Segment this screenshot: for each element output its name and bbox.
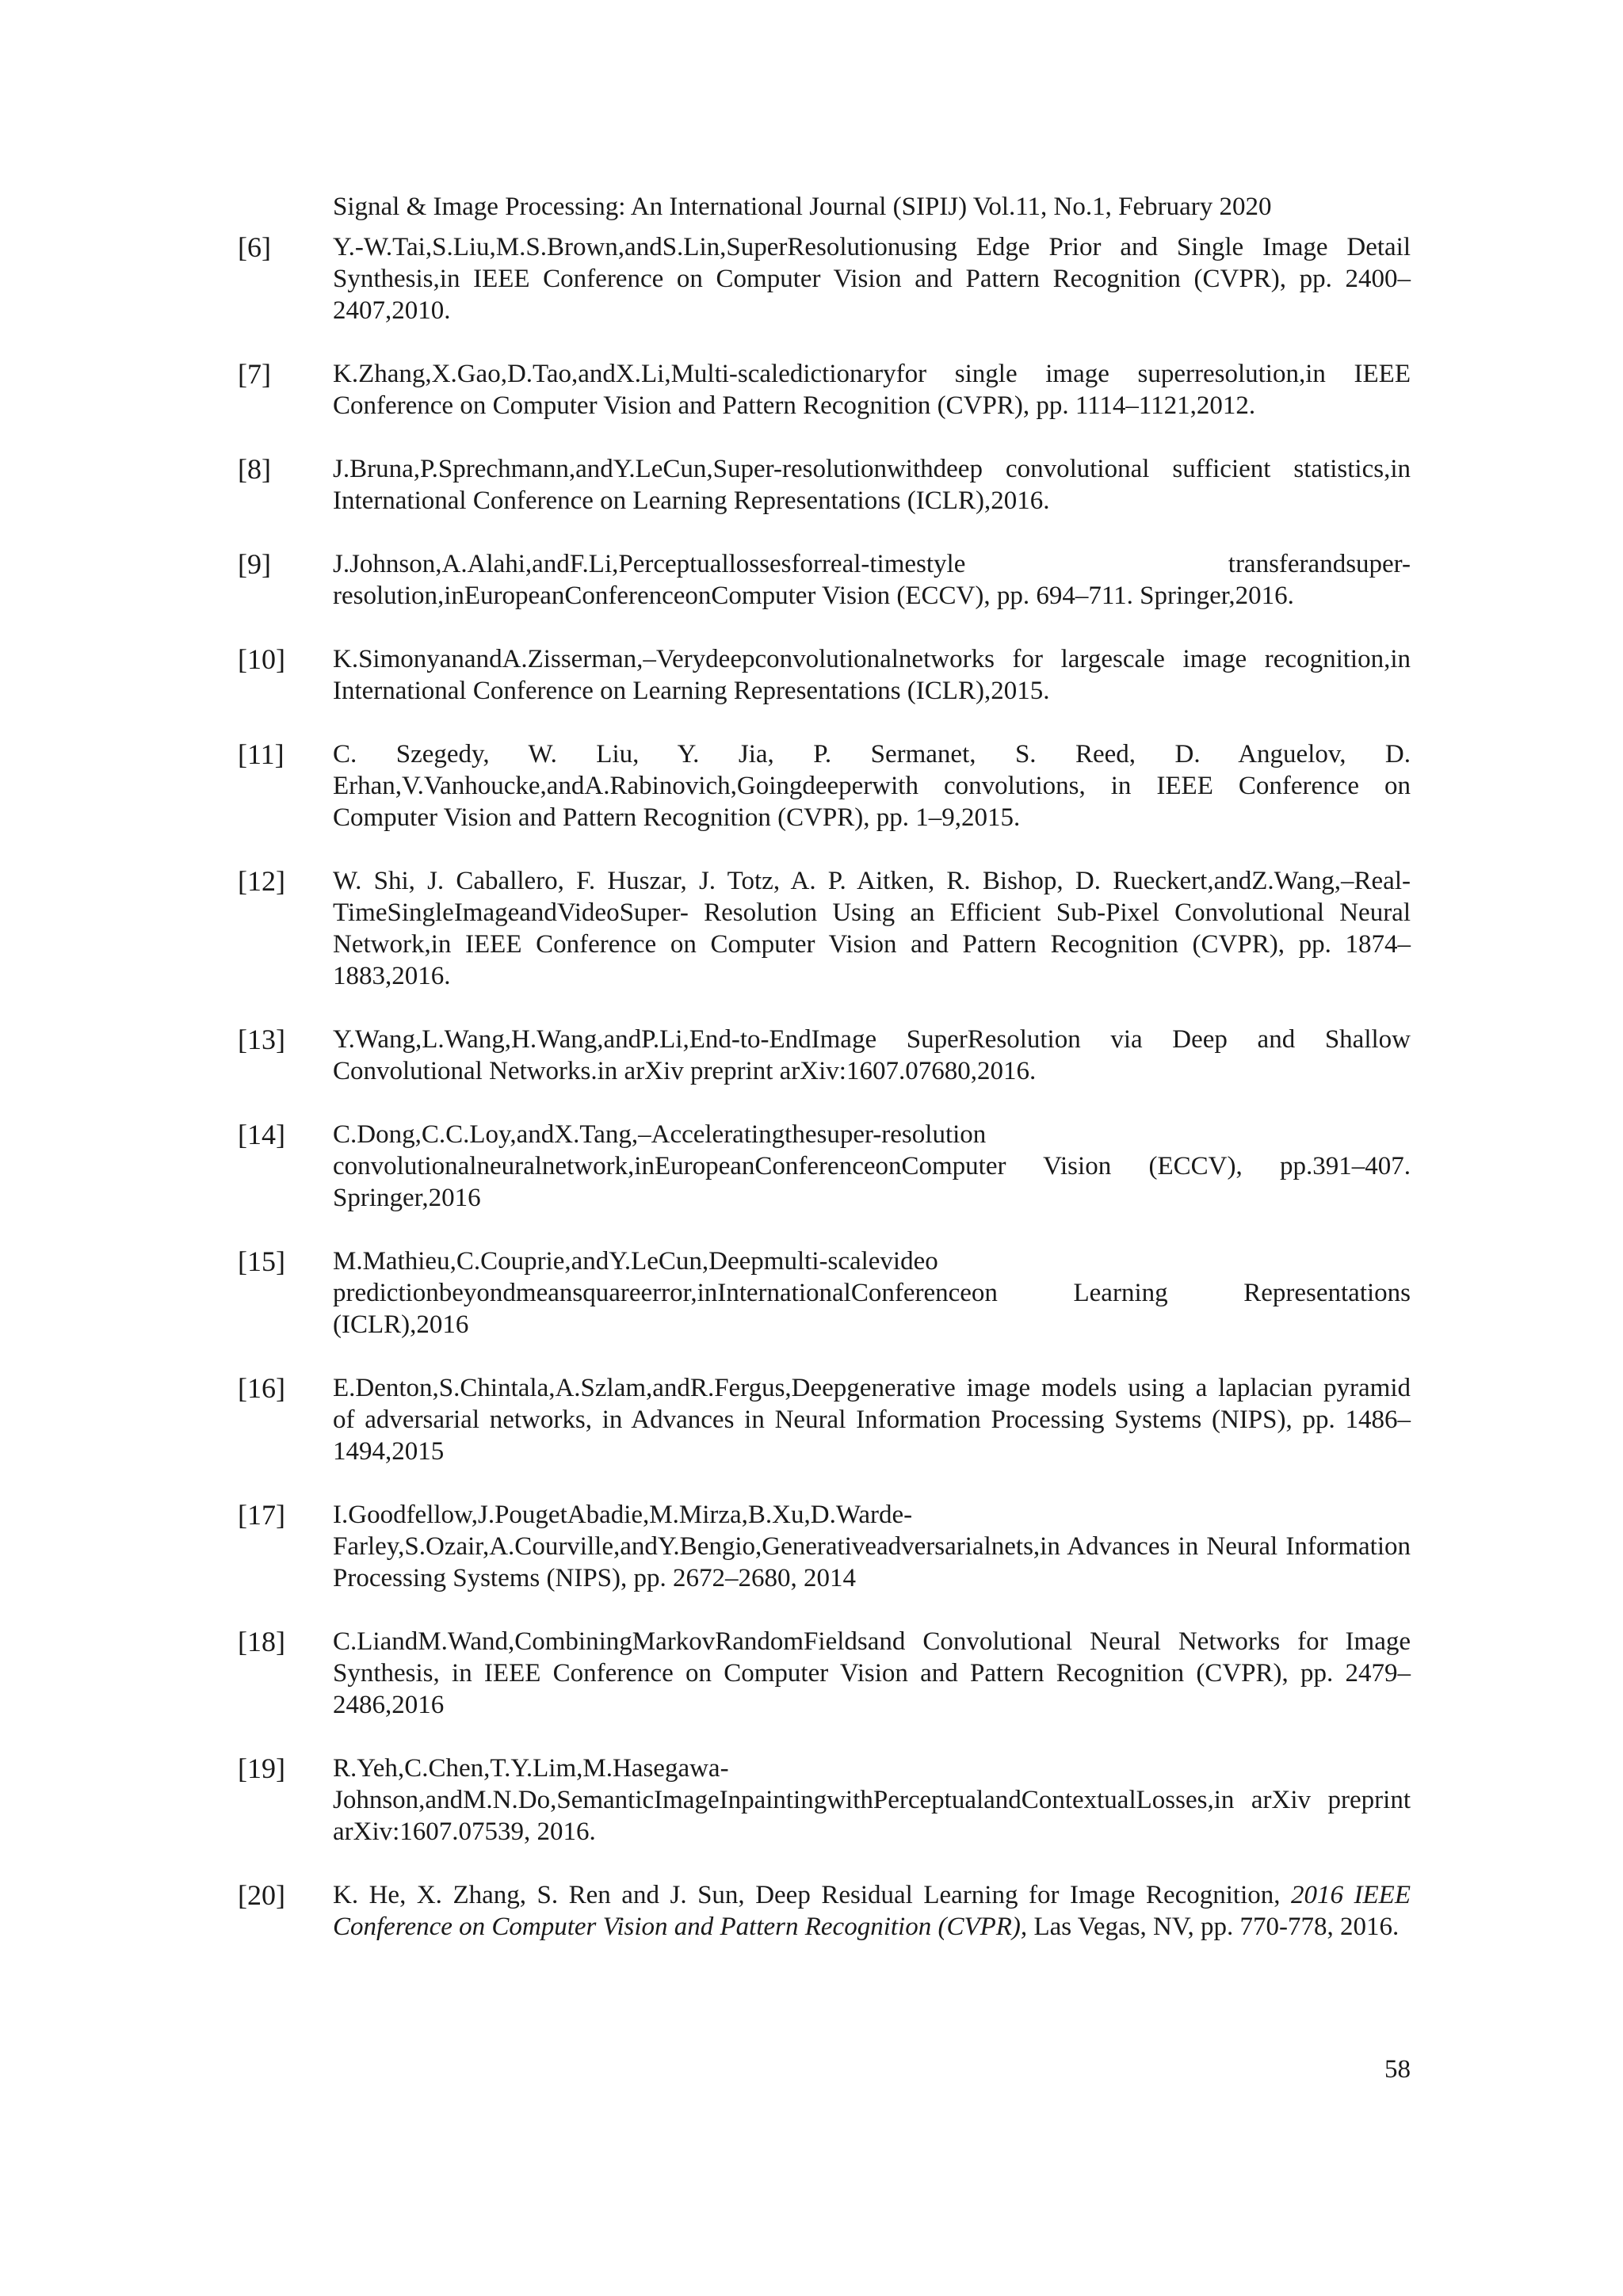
reference-item [238,1245,1411,1341]
reference-item [238,738,1411,833]
reference-label: [20] [238,1879,285,1911]
journal-header: Signal & Image Processing: An International Journal (SIPIJ) Vol.11, No.1, February 2020 [333,193,1272,221]
reference-text: C. Szegedy, W. Liu, Y. Jia, P. Sermanet, S. Reed, D. Anguelov, D. Erhan,V.Vanhoucke,andA.Rabinovich,Goingdeeperwith convolutions, in IEEE Conference on Computer Vision and Pattern Recognition (CVPR), pp. 1–9,2015. [333,740,1411,832]
reference-item [238,1372,1411,1467]
reference-item [238,453,1411,517]
reference-label: [17] [238,1499,285,1531]
reference-item [238,1024,1411,1087]
reference-item [238,643,1411,707]
reference-label: [15] [238,1245,285,1277]
reference-label: [18] [238,1626,285,1657]
reference-text: K.Zhang,X.Gao,D.Tao,andX.Li,Multi-scaledictionaryfor single image superresolution,in IEEE Conference on Computer Vision and Pattern Recognition (CVPR), pp. 1114–1121,2012. [333,360,1411,420]
reference-item [238,1879,1411,1943]
reference-text: I.Goodfellow,J.PougetAbadie,M.Mirza,B.Xu,D.Warde-Farley,S.Ozair,A.Courville,andY.Bengio,Generativeadversarialnets,in Advances in Neural Information Processing Systems (NIPS), pp. 2672–2680, 2014 [333,1501,1411,1592]
reference-label: [13] [238,1024,285,1055]
reference-text: C.LiandM.Wand,CombiningMarkovRandomFieldsand Convolutional Neural Networks for Image Synthesis, in IEEE Conference on Computer Vision and Pattern Recognition (CVPR), pp. 2479–2486,2016 [333,1627,1411,1719]
reference-text: K.SimonyanandA.Zisserman,–Verydeepconvolutionalnetworks for largescale image recognition,in International Conference on Learning Representations (ICLR),2015. [333,645,1411,705]
reference-item [238,1626,1411,1721]
reference-item [238,1119,1411,1214]
reference-list [238,231,1411,1974]
reference-item [238,548,1411,612]
reference-label: [11] [238,738,285,770]
reference-text: K. He, X. Zhang, S. Ren and J. Sun, Deep Residual Learning for Image Recognition, 2016 IEEE Conference on Computer Vision and Pattern Recognition (CVPR), Las Vegas, NV, pp. 770-778, 2016. [333,1881,1411,1941]
page-number: 58 [1384,2055,1411,2084]
reference-text: C.Dong,C.C.Loy,andX.Tang,–Acceleratingthesuper-resolution convolutionalneuralnetwork,inEuropeanConferenceonComputer Vision (ECCV), pp.391–407. Springer,2016 [333,1120,1411,1212]
reference-label: [6] [238,231,271,263]
reference-label: [7] [238,358,271,390]
reference-label: [14] [238,1119,285,1150]
reference-text: J.Johnson,A.Alahi,andF.Li,Perceptuallossesforreal-timestyle transferandsuper-resolution,inEuropeanConferenceonComputer Vision (ECCV), pp. 694–711. Springer,2016. [333,550,1411,610]
reference-label: [9] [238,548,271,580]
reference-item [238,358,1411,421]
reference-label: [19] [238,1753,285,1784]
reference-item [238,1499,1411,1594]
reference-text: Y.-W.Tai,S.Liu,M.S.Brown,andS.Lin,SuperResolutionusing Edge Prior and Single Image Detail Synthesis,in IEEE Conference on Computer Vision and Pattern Recognition (CVPR), pp. 2400–2407,2010. [333,233,1411,325]
reference-text: R.Yeh,C.Chen,T.Y.Lim,M.Hasegawa-Johnson,andM.N.Do,SemanticImageInpaintingwithPerceptualandContextualLosses,in arXiv preprint arXiv:1607.07539, 2016. [333,1754,1411,1846]
reference-label: [12] [238,865,285,897]
reference-text: M.Mathieu,C.Couprie,andY.LeCun,Deepmulti-scalevideo predictionbeyondmeansquareerror,inInternationalConferenceon Learning Representations (ICLR),2016 [333,1247,1411,1339]
reference-text: W. Shi, J. Caballero, F. Huszar, J. Totz, A. P. Aitken, R. Bishop, D. Rueckert,andZ.Wang,–Real-TimeSingleImageandVideoSuper- Resolution Using an Efficient Sub-Pixel Convolutional Neural Network,in IEEE Conference on Computer Vision and Pattern Recognition (CVPR), pp. 1874–1883,2016. [333,867,1411,990]
reference-item [238,1753,1411,1848]
reference-label: [16] [238,1372,285,1404]
reference-text: E.Denton,S.Chintala,A.Szlam,andR.Fergus,Deepgenerative image models using a laplacian pyramid of adversarial networks, in Advances in Neural Information Processing Systems (NIPS), pp. 1486–1494,2015 [333,1374,1411,1466]
reference-item [238,231,1411,326]
reference-label: [8] [238,453,271,485]
reference-label: [10] [238,643,285,675]
reference-text: J.Bruna,P.Sprechmann,andY.LeCun,Super-resolutionwithdeep convolutional sufficient statistics,in International Conference on Learning Representations (ICLR),2016. [333,455,1411,515]
reference-text: Y.Wang,L.Wang,H.Wang,andP.Li,End-to-EndImage SuperResolution via Deep and Shallow Convolutional Networks.in arXiv preprint arXiv:1607.07680,2016. [333,1025,1411,1085]
reference-item [238,865,1411,992]
